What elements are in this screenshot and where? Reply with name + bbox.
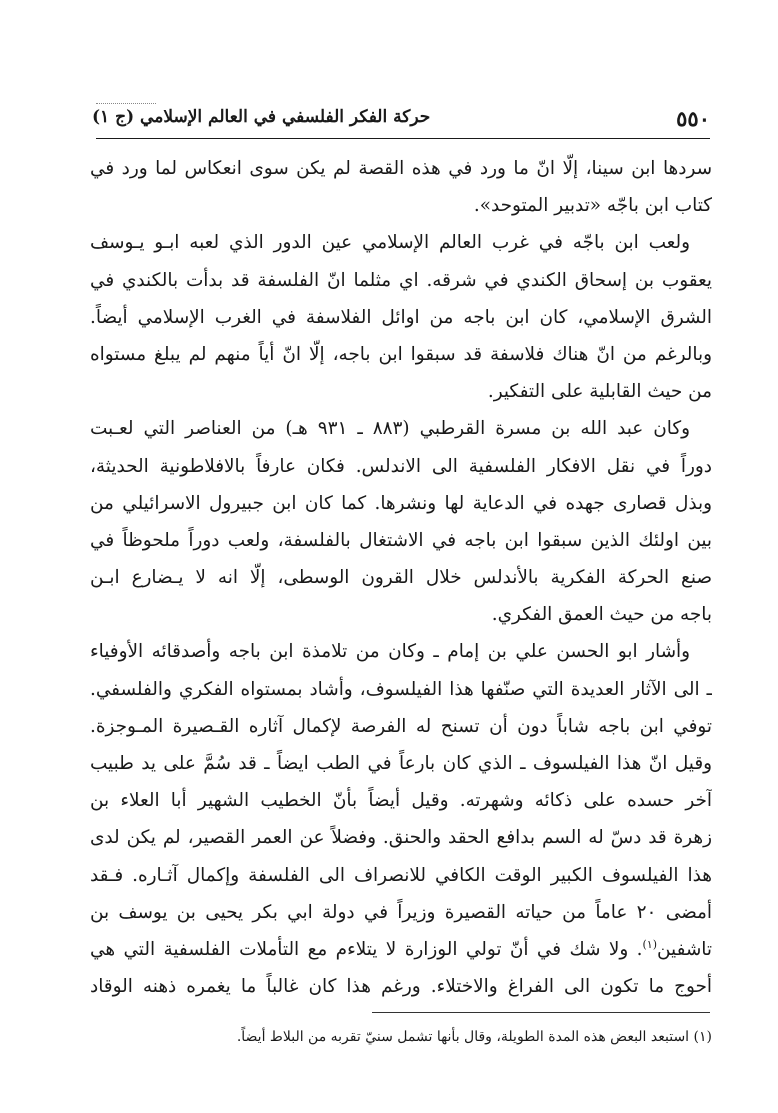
text-line-content: زهرة قد دسّ له السم بدافع الحقد والحنق. وفضلاً عن العمر القصير، لم يكن لدى: [90, 827, 712, 849]
text-line-content: باجه من حيث العمق الفكري.: [491, 604, 712, 626]
text-line: [90, 559, 712, 596]
text-line: [90, 485, 712, 522]
text-line-content: صنع الحركة الفكرية بالأندلس خلال القرون الوسطى، إلّا انه لا يـضارع ابـن: [90, 567, 712, 589]
text-line: [90, 373, 712, 410]
page-number: ٥٥٠: [676, 106, 710, 131]
text-line-content: وبالرغم من انّ هناك فلاسفة قد سبقوا ابن باجه، إلّا انّ أياً منهم لم يبلغ مستواه: [90, 343, 712, 365]
footnote-rule: [372, 1012, 710, 1013]
text-line-content: بين اولئك الذين سبقوا ابن باجه في الاشتغال بالفلسفة، ولعب دوراً ملحوظاً في: [90, 529, 712, 551]
text-line-content: وبذل قصارى جهده في الدعاية لها ونشرها. كما كان ابن جبيرول الاسرائيلي من: [90, 492, 712, 514]
text-line: [90, 150, 712, 187]
text-line-content: كتاب ابن باجّه «تدبير المتوحد».: [473, 195, 712, 217]
text-line: [90, 782, 712, 819]
text-line: [90, 448, 712, 485]
text-line: [90, 633, 712, 670]
running-title: حركة الفكر الفلسفي في العالم الإسلامي (ج ١): [92, 107, 431, 127]
text-line-content: يعقوب بن إسحاق الكندي في شرقه. اي مثلما انّ الفلسفة قد بدأت بالكندي في: [90, 269, 712, 291]
text-line-content: وكان عبد الله بن مسرة القرطبي (٨٨٣ ـ ٩٣١ هـ) من العناصر التي لعـبت: [90, 418, 691, 440]
header-mark: [96, 103, 156, 104]
text-line: [90, 522, 712, 559]
text-line-content: أحوج ما تكون الى الفراغ والاختلاء. ورغم هذا كان غالباً ما يغمره ذهنه الوقاد: [90, 976, 712, 998]
text-line: [90, 596, 712, 633]
text-line-content: من حيث القابلية على التفكير.: [487, 381, 712, 403]
text-line: [90, 299, 712, 336]
body-text: [90, 150, 712, 1005]
header-rule: [96, 138, 710, 139]
text-line-content: وقيل انّ هذا الفيلسوف ـ الذي كان بارعاً في الطب ايضاً ـ قد سُمَّ على يد طبيب: [90, 753, 712, 774]
text-line-content: هذا الفيلسوف الكبير الوقت الكافي للانصراف الى الفلسفة وإكمال آثـاره. فـقد: [90, 864, 712, 886]
text-line: [90, 224, 712, 261]
text-line-content: سردها ابن سينا، إلّا انّ ما ورد في هذه القصة لم يكن سوى انعكاس لما ورد في: [90, 158, 712, 179]
text-line: [90, 336, 712, 373]
text-line: [90, 708, 712, 745]
text-line: [90, 968, 712, 1005]
text-line: [90, 410, 712, 447]
text-line-content: توفي ابن باجه شاباً دون أن تسنح له الفرصة لإكمال آثاره القـصيرة المـوجزة.: [90, 715, 712, 737]
text-line: [90, 262, 712, 299]
text-line: [90, 187, 712, 224]
text-line-content: ـ الى الآثار العديدة التي صنّفها هذا الفيلسوف، وأشاد بمستواه الفكري والفلسفي.: [90, 678, 712, 700]
text-line: [90, 819, 712, 856]
text-line: [90, 894, 712, 931]
footnote: (١) استبعد البعض هذه المدة الطويلة، وقال بأنها تشمل سنيّ تقربه من البلاط أيضاً.: [236, 1029, 712, 1045]
text-line: [90, 931, 712, 968]
text-line-content: تاشفين: [657, 938, 712, 960]
text-line-content: وأشار ابو الحسن علي بن إمام ـ وكان من تلامذة ابن باجه وأصدقائه الأوفياء: [90, 641, 690, 663]
text-line-content: ولعب ابن باجّه في غرب العالم الإسلامي عين الدور الذي لعبه ابـو يـوسف: [90, 232, 690, 254]
text-line-content: دوراً في نقل الافكار الفلسفية الى الاندلس. فكان عارفاً بالافلاطونية الحديثة،: [90, 455, 712, 477]
text-line: [90, 671, 712, 708]
text-line: [90, 745, 712, 782]
page-header: [92, 104, 710, 138]
footnote-reference[interactable]: (١): [642, 937, 658, 951]
text-line-content: أمضى ٢٠ عاماً من حياته القصيرة وزيراً في دولة ابي بكر يحيى بن يوسف بن: [90, 901, 712, 923]
text-line: [90, 857, 712, 894]
text-line-content: الشرق الإسلامي، كان ابن باجه من اوائل الفلاسفة في الغرب الإسلامي أيضاً.: [90, 306, 712, 328]
text-line-content: آخر حسده على ذكائه وشهرته. وقيل أيضاً بأنّ الخطيب الشهير أبا العلاء بن: [90, 790, 712, 812]
text-line-continuation: . ولا شك في أنّ تولي الوزارة لا يتلاءم مع التأملات الفلسفية التي هي: [90, 938, 643, 960]
